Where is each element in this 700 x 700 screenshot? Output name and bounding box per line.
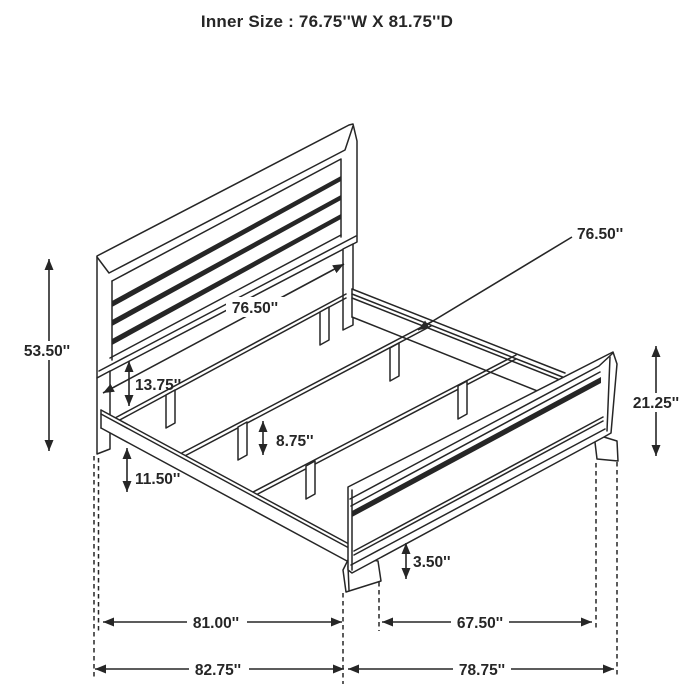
dim-label: 76.50'' xyxy=(577,226,624,243)
dim-label: 82.75'' xyxy=(194,662,242,679)
dim-footboard-span xyxy=(382,612,592,632)
dim-label: 78.75'' xyxy=(458,662,506,679)
support-leg xyxy=(306,461,315,499)
support-leg xyxy=(458,381,467,419)
footboard xyxy=(343,352,618,592)
support-leg xyxy=(320,307,329,345)
dim-label: 67.50'' xyxy=(456,615,504,632)
dim-support-leg-height xyxy=(263,421,314,455)
dim-label: 3.50'' xyxy=(413,554,451,571)
support-leg xyxy=(390,343,399,381)
dim-inner-length xyxy=(103,612,342,632)
page-title: Inner Size : 76.75''W X 81.75''D xyxy=(200,12,454,31)
support-leg xyxy=(238,422,247,460)
dim-overall-length xyxy=(95,659,344,679)
dim-label: 76.50'' xyxy=(231,300,279,317)
headboard-panel-face xyxy=(97,124,357,378)
dim-label: 53.50'' xyxy=(23,343,71,360)
headboard xyxy=(97,124,357,454)
dim-headboard-height xyxy=(21,259,73,451)
dim-footboard-foot-height xyxy=(406,543,451,579)
dim-label: 8.75'' xyxy=(276,433,314,450)
dim-label: 11.50'' xyxy=(135,471,181,488)
dim-rail-outer-length xyxy=(348,659,614,679)
dim-footboard-height xyxy=(628,346,684,456)
bed-frame-drawing xyxy=(97,124,618,592)
support-leg xyxy=(166,390,175,428)
dim-label: 81.00'' xyxy=(192,615,240,632)
dim-label: 13.75'' xyxy=(135,377,182,394)
dim-slat-rail-length xyxy=(418,226,623,330)
dim-label: 21.25'' xyxy=(632,395,680,412)
